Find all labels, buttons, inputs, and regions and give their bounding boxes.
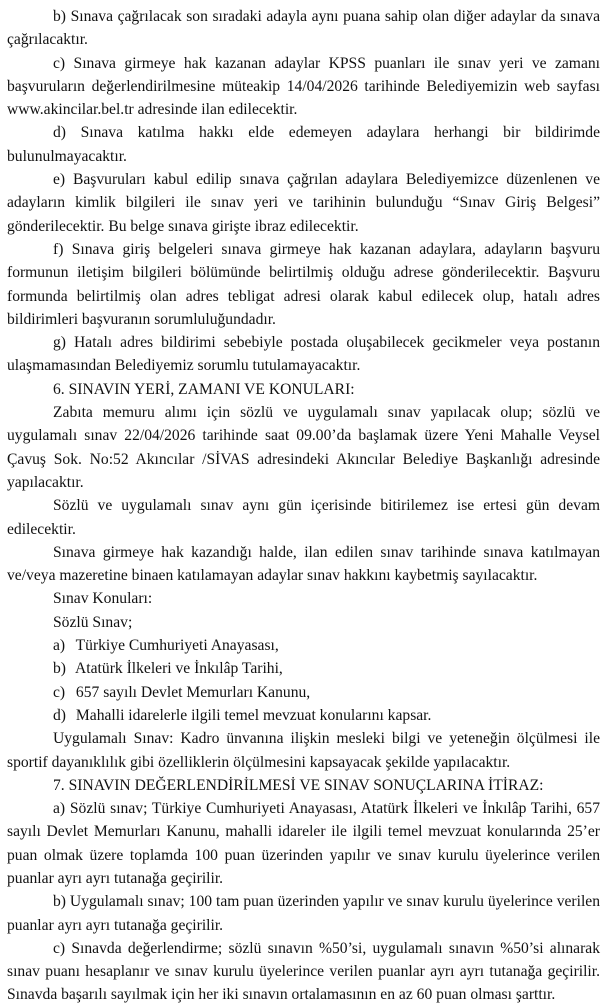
list-item-text: Türkiye Cumhuriyeti Anayasası, <box>75 637 279 655</box>
list-item-text: 657 sayılı Devlet Memurları Kanunu, <box>75 683 311 701</box>
paragraph-6-exam-location: Zabıta memuru alımı için sözlü ve uygulamalı sınav yapılacak olup; sözlü ve uygulamalı sınav 22/04/2026 tarihinde saat 09.00’da başlamak üzere Yeni Mahalle Veysel Çavuş Sok. No:52 Akıncılar /SİVAS adresindeki Akıncılar Belediye Başkanlığı adresinde yapılacaktır. <box>7 404 600 491</box>
list-marker: c) <box>53 683 66 701</box>
paragraph-5c: c) Sınava girmeye hak kazanan adaylar KPSS puanları ile sınav yeri ve zamanı başvuruların değerlendirilmesine müteakip 14/04/2026 tarihinde Belediyemizin web sayfası www.akincilar.bel.tr adresinde ilan edilecektir. <box>7 54 600 119</box>
paragraph-6-absence: Sınava girmeye hak kazandığı halde, ilan edilen sınav tarihinde sınava katılmayan ve/veya mazeretine binaen katılamayan adaylar sınav hakkını kaybetmiş sayılacaktır. <box>7 543 600 585</box>
section-6-heading: 6. SINAVIN YERİ, ZAMANI VE KONULARI: <box>53 380 355 398</box>
paragraph-7c: c) Sınavda değerlendirme; sözlü sınavın %50’si, uygulamalı sınavın %50’si alınarak sınav puanı hesaplanır ve sınav kurulu üyelerince verilen puanlar ayrı ayrı tutanağa geçirilir. Sınavda başarılı sayılmak için her iki sınavın ortalamasının en az 60 puan olması şarttır. <box>7 939 600 1004</box>
oral-topics-list <box>7 634 600 727</box>
list-item <box>7 681 600 704</box>
list-item <box>7 704 600 727</box>
list-item-text: Atatürk İlkeleri ve İnkılâp Tarihi, <box>75 660 283 678</box>
practical-exam-paragraph: Uygulamalı Sınav: Kadro ünvanına ilişkin mesleki bilgi ve yeteneğin ölçülmesi ile sportif dayanıklılık gibi özelliklerin ölçülmesini kapsayacak şekilde yapılacaktır. <box>7 730 600 771</box>
list-marker: a) <box>53 637 66 655</box>
oral-exam-label: Sözlü Sınav; <box>53 613 133 631</box>
paragraph-5b: b) Sınava çağrılacak son sıradaki adayla aynı puana sahip olan diğer adaylar da sınava çağrılacaktır. <box>7 8 600 49</box>
list-item <box>7 634 600 657</box>
list-item-text: Mahalli idarelerle ilgili temel mevzuat konularını kapsar. <box>75 706 432 724</box>
list-marker: d) <box>53 706 66 724</box>
list-marker: b) <box>53 660 66 678</box>
paragraph-7a: a) Sözlü sınav; Türkiye Cumhuriyeti Anayasası, Atatürk İlkeleri ve İnkılâp Tarihi, 657 sayılı Devlet Memurları Kanunu, mahalli idareler ile ilgili temel mevzuat konularında 25’er puan olmak üzere toplamda 100 puan üzerinden yapılır ve sınav kurulu üyelerince verilen puanlar ayrı ayrı tutanağa geçirilir. <box>7 800 600 887</box>
paragraph-5f: f) Sınava giriş belgeleri sınava girmeye hak kazanan adaylara, adayların başvuru formunun iletişim bilgileri bölümünde belirtilmiş olduğu adrese gönderilecektir. Başvuru formunda belirtilmiş olan adres tebligat adresi olarak kabul edilecek olup, hatalı adres bildirimleri başvuranın sorumluluğundadır. <box>7 240 600 328</box>
paragraph-7b: b) Uygulamalı sınav; 100 tam puan üzerinden yapılır ve sınav kurulu üyelerince verilen puanlar ayrı ayrı tutanağa geçirilir. <box>7 893 600 934</box>
paragraph-5e: e) Başvuruları kabul edilip sınava çağrılan adaylara Belediyemizce düzenlenen ve adayların kimlik bilgileri ile sınav yeri ve tarihinin bulunduğu “Sınav Giriş Belgesi” gönderilecektir. Bu belge sınava girişte ibraz edilecektir. <box>7 171 600 235</box>
paragraph-5d: d) Sınava katılma hakkı elde edemeyen adaylara herhangi bir bildirimde bulunulmayacaktır. <box>7 124 600 165</box>
list-item <box>7 657 600 680</box>
section-7-heading: 7. SINAVIN DEĞERLENDİRİLMESİ VE SINAV SONUÇLARINA İTİRAZ: <box>53 776 544 794</box>
paragraph-6-continuation: Sözlü ve uygulamalı sınav aynı gün içerisinde bitirilemez ise ertesi gün devam edilecektir. <box>7 497 600 538</box>
paragraph-5g: g) Hatalı adres bildirimi sebebiyle postada oluşabilecek gecikmeler veya postanın ulaşmamasından Belediyemiz sorumlu tutulamayacaktır. <box>7 334 600 375</box>
exam-topics-label: Sınav Konuları: <box>53 590 153 608</box>
